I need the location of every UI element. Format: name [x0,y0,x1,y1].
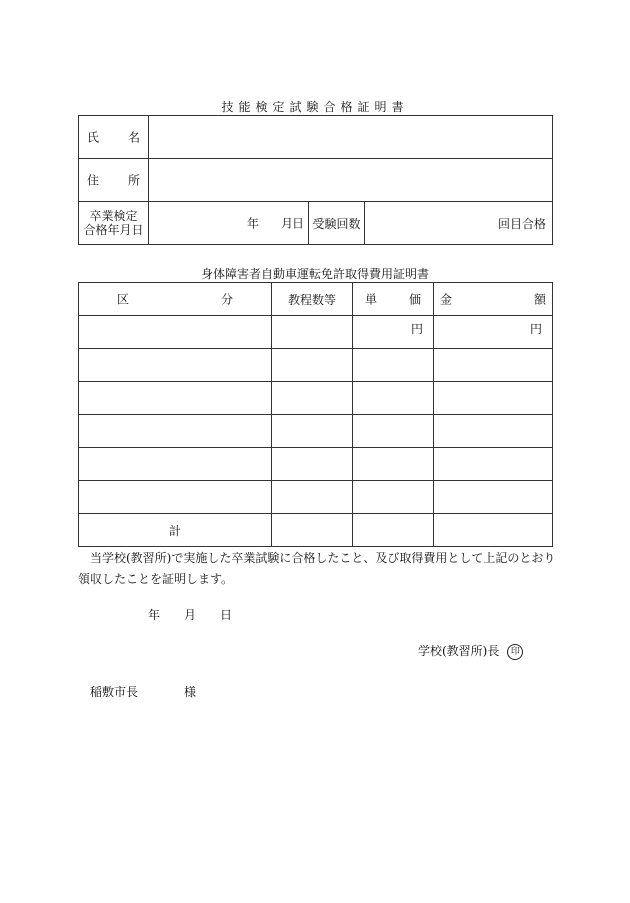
unit-price-cell[interactable] [353,481,434,514]
lessons-cell[interactable] [272,382,353,415]
unit-price-cell[interactable] [353,349,434,382]
total-lessons-cell[interactable] [272,514,353,547]
lessons-header: 教程数等 [272,283,353,316]
certification-statement [78,548,558,590]
category-cell[interactable] [79,349,272,382]
day-label: 日 [291,216,304,231]
certificate-title: 技能検定試験合格証明書 [221,100,409,114]
issue-date [148,606,268,622]
unit-price-header: 単 価 [353,283,434,316]
table-row [79,448,553,481]
graduation-date-label: 卒業検定 合格年月日 [79,202,149,245]
exam-pass-certificate-table [78,115,553,245]
yen-label: 円 [529,322,542,336]
category-cell[interactable] [79,448,272,481]
category-cell[interactable] [79,481,272,514]
category-cell[interactable] [79,382,272,415]
month-label: 月 [281,216,294,231]
amount-cell[interactable] [434,316,553,349]
honorific-label: 様 [184,685,197,699]
name-field[interactable] [149,116,553,159]
issue-year-label: 年 [148,608,161,622]
category-header: 区 分 [79,283,272,316]
amount-cell[interactable] [434,415,553,448]
amount-cell[interactable] [434,349,553,382]
amount-cell[interactable] [434,481,553,514]
year-label: 年 [247,216,260,231]
expense-header-row [79,283,553,316]
lessons-cell[interactable] [272,481,353,514]
addressee [90,683,230,699]
seal-icon: 印 [507,644,523,660]
address-label: 住 所 [79,159,149,202]
exam-count-field[interactable] [365,202,553,245]
address-field[interactable] [149,159,553,202]
graduation-date-field[interactable] [149,202,309,245]
category-cell[interactable] [79,415,272,448]
table-row [79,316,553,349]
amount-cell[interactable] [434,448,553,481]
amount-cell[interactable] [434,382,553,415]
pass-suffix: 回目合格 [498,216,547,231]
issue-day-label: 日 [220,608,233,622]
statement-line-2: 領収したことを証明します。 [78,572,234,586]
graduation-row [79,202,553,245]
total-row [79,514,553,547]
yen-label: 円 [410,322,423,336]
mayor-label: 稲敷市長 [90,685,139,699]
category-cell[interactable] [79,316,272,349]
unit-price-cell[interactable] [353,448,434,481]
table-row [79,415,553,448]
table-row [79,481,553,514]
name-row [79,116,553,159]
table-row [79,382,553,415]
table-row [79,349,553,382]
lessons-cell[interactable] [272,415,353,448]
issue-month-label: 月 [184,608,197,622]
principal-label: 学校(教習所)長 [418,644,500,658]
expense-table [78,282,553,547]
lessons-cell[interactable] [272,316,353,349]
name-label: 氏 名 [79,116,149,159]
address-row [79,159,553,202]
expense-certificate-title: 身体障害者自動車運転免許取得費用証明書 [200,267,429,281]
unit-price-cell[interactable] [353,415,434,448]
exam-count-label: 受験回数 [309,202,365,245]
unit-price-cell[interactable] [353,382,434,415]
unit-price-cell[interactable] [353,316,434,349]
principal-signature [418,642,523,660]
total-label: 計 [79,514,272,547]
lessons-cell[interactable] [272,448,353,481]
total-amount-cell[interactable] [434,514,553,547]
amount-header: 金 額 [434,283,553,316]
total-unit-price-cell[interactable] [353,514,434,547]
lessons-cell[interactable] [272,349,353,382]
statement-line-1: 当学校(教習所)で実施した卒業試験に合格したこと、及び取得費用として上記のとおり [90,551,556,565]
